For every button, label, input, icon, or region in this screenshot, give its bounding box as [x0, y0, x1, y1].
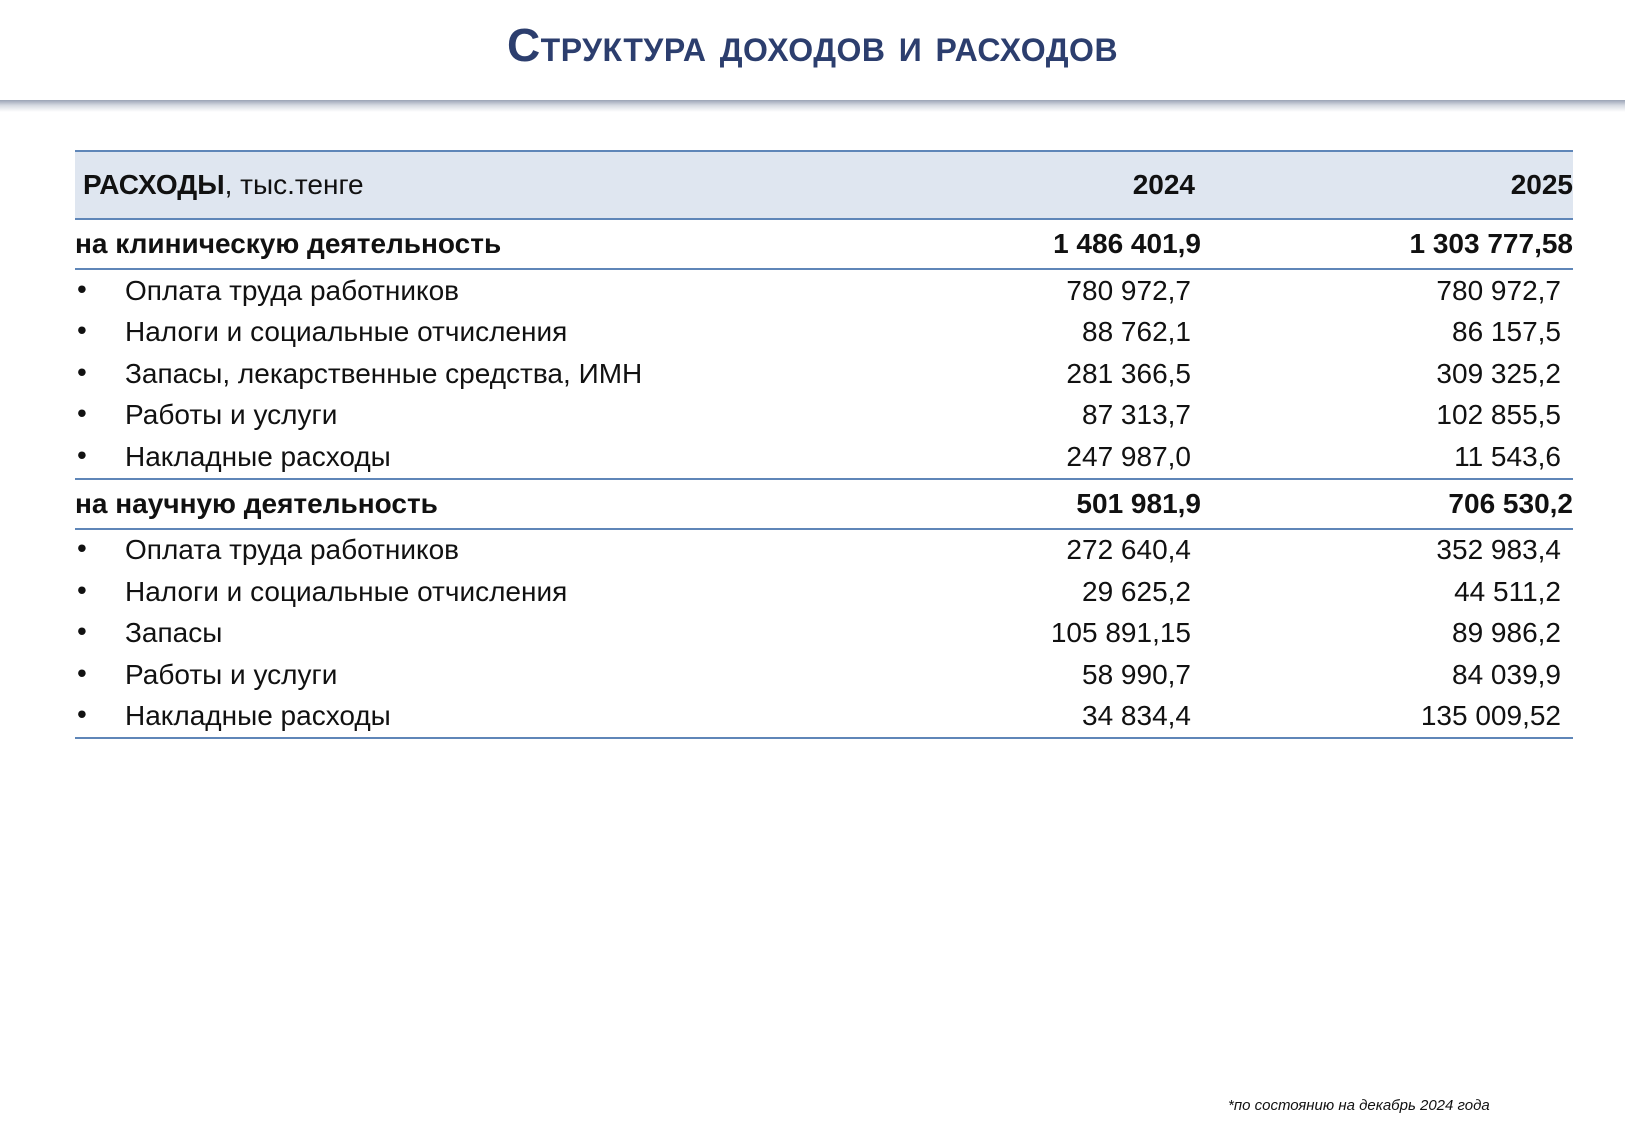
table-row — [75, 696, 1573, 739]
section-value-2025: 706 530,2 — [1203, 479, 1573, 529]
row-label: Накладные расходы — [125, 440, 391, 472]
table-row — [75, 395, 1573, 437]
row-label-cell — [75, 654, 805, 696]
row-value-2025: 86 157,5 — [1452, 316, 1561, 348]
row-label-cell — [75, 353, 805, 395]
row-value-2025: 44 511,2 — [1454, 575, 1561, 607]
row-value-2025: 135 009,52 — [1203, 696, 1573, 739]
row-value-2024: 780 972,7 — [1066, 274, 1191, 306]
row-label-cell — [75, 571, 805, 613]
row-label-cell — [75, 529, 805, 572]
row-label: Запасы — [125, 617, 223, 649]
title-divider — [0, 100, 1625, 112]
header-label-bold: РАСХОДЫ — [83, 169, 225, 200]
row-label-cell — [75, 436, 805, 479]
bullet-icon: • — [77, 657, 87, 689]
table-row — [75, 529, 1573, 572]
bullet-icon: • — [77, 698, 87, 730]
section-value-2025: 1 303 777,58 — [1203, 219, 1573, 269]
row-value-2025: 84 039,9 — [1452, 658, 1561, 690]
bullet-icon: • — [77, 439, 87, 471]
section-label: на научную деятельность — [75, 479, 805, 529]
title-bar — [0, 0, 1625, 100]
section-value-2024: 1 486 401,9 — [805, 219, 1203, 269]
row-value-2024: 29 625,2 — [1082, 575, 1191, 607]
row-value-2025: 89 986,2 — [1452, 617, 1561, 649]
header-label-unit: , тыс.тенге — [224, 169, 364, 200]
footnote: *по состоянию на декабрь 2024 года — [1228, 1097, 1490, 1114]
bullet-icon: • — [77, 615, 87, 647]
row-label-cell — [75, 613, 805, 655]
row-value-2024: 58 990,7 — [1082, 658, 1191, 690]
section-row-clinical — [75, 219, 1573, 269]
row-label-cell — [75, 312, 805, 354]
page-title: Структура доходов и расходов — [506, 19, 1119, 71]
table-row — [75, 613, 1573, 655]
table-row — [75, 571, 1573, 613]
bullet-icon: • — [77, 532, 87, 564]
row-value-2024: 272 640,4 — [1066, 534, 1191, 566]
row-label-cell — [75, 269, 805, 312]
bullet-icon: • — [77, 314, 87, 346]
row-label: Накладные расходы — [125, 700, 391, 732]
row-value-2024: 34 834,4 — [805, 696, 1203, 739]
row-label: Налоги и социальные отчисления — [125, 316, 568, 348]
row-value-2024: 87 313,7 — [1082, 399, 1191, 431]
bullet-icon: • — [77, 397, 87, 429]
table-row — [75, 353, 1573, 395]
row-value-2025: 309 325,2 — [1436, 357, 1561, 389]
section-row-research — [75, 479, 1573, 529]
row-label: Работы и услуги — [125, 399, 338, 431]
bullet-icon: • — [77, 273, 87, 305]
row-value-2024: 281 366,5 — [1066, 357, 1191, 389]
header-year-2025: 2025 — [1203, 151, 1573, 219]
bullet-icon: • — [77, 574, 87, 606]
row-value-2024: 105 891,15 — [1050, 617, 1191, 649]
row-label: Оплата труда работников — [125, 534, 460, 566]
bullet-icon: • — [77, 356, 87, 388]
row-label-cell — [75, 696, 805, 739]
expenses-table — [75, 150, 1573, 739]
table-header-row — [75, 151, 1573, 219]
section-value-2024: 501 981,9 — [805, 479, 1203, 529]
table-row — [75, 269, 1573, 312]
section-label: на клиническую деятельность — [75, 219, 805, 269]
row-label: Работы и услуги — [125, 658, 338, 690]
row-value-2025: 352 983,4 — [1436, 534, 1561, 566]
row-value-2024: 247 987,0 — [805, 436, 1203, 479]
table-row — [75, 312, 1573, 354]
row-value-2025: 780 972,7 — [1436, 274, 1561, 306]
row-label-cell — [75, 395, 805, 437]
row-value-2024: 88 762,1 — [1082, 316, 1191, 348]
table-row — [75, 654, 1573, 696]
row-label: Оплата труда работников — [125, 274, 460, 306]
header-label — [75, 151, 805, 219]
header-year-2024: 2024 — [805, 151, 1203, 219]
row-value-2025: 11 543,6 — [1203, 436, 1573, 479]
row-label: Запасы, лекарственные средства, ИМН — [125, 357, 643, 389]
table-row — [75, 436, 1573, 479]
row-value-2025: 102 855,5 — [1436, 399, 1561, 431]
row-label: Налоги и социальные отчисления — [125, 575, 568, 607]
